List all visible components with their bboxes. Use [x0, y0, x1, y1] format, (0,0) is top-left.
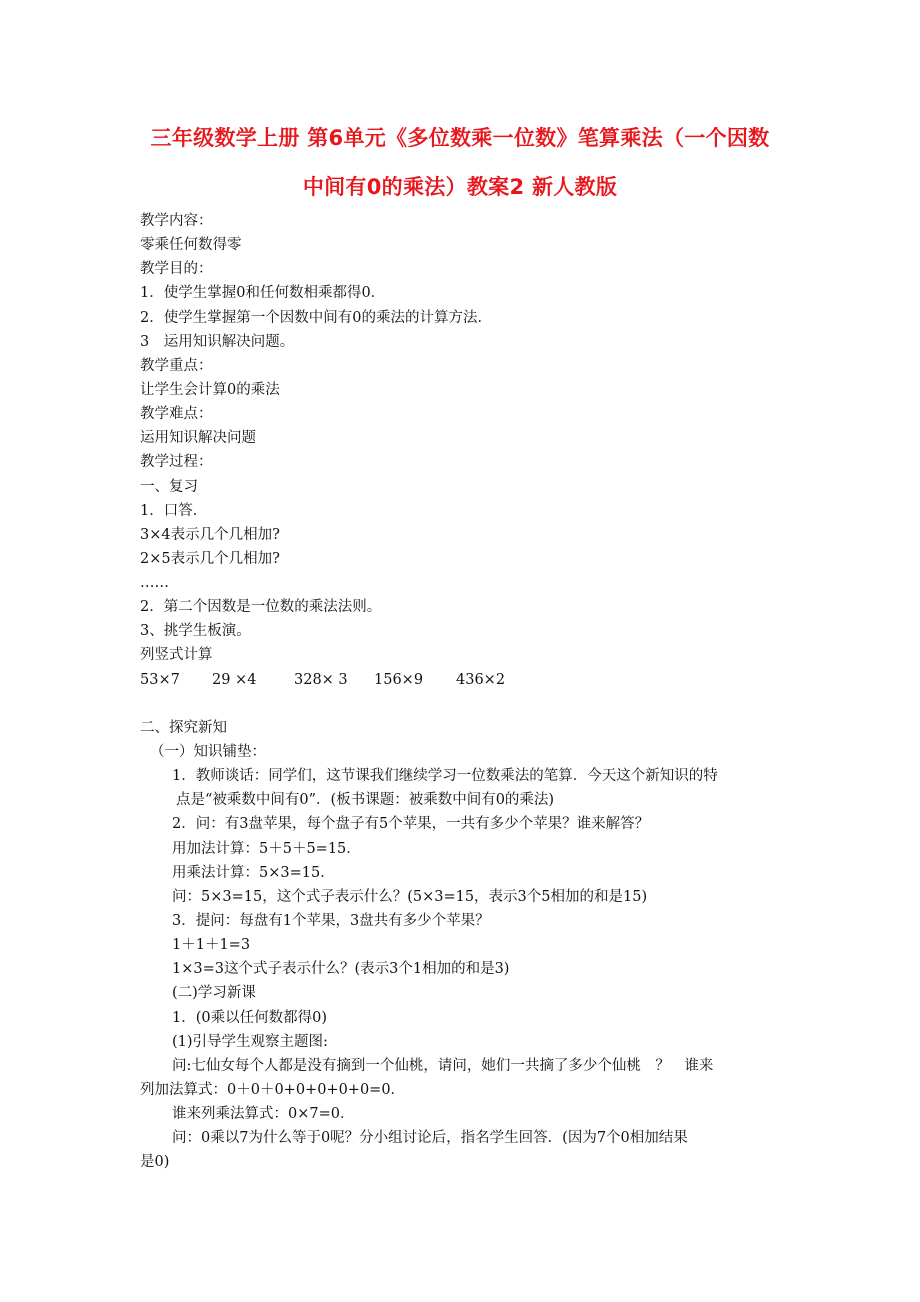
text-line: ……: [140, 575, 169, 591]
text-line: 教学过程：: [140, 454, 213, 470]
text-line: 教学目的：: [140, 261, 213, 277]
text-line: 谁来列乘法算式：0×7=0．: [172, 1106, 355, 1122]
text-line: 教学重点：: [140, 358, 213, 374]
text-line: (1)引导学生观察主题图:: [172, 1034, 328, 1050]
calculation-item: 436×2: [456, 672, 506, 688]
text-line: 用加法计算：5＋5＋5=15．: [172, 841, 361, 857]
text-line: 3×4表示几个几相加?: [140, 527, 280, 543]
text-line: 用乘法计算：5×3=15．: [172, 865, 335, 881]
section-heading: (二)学习新课: [172, 985, 256, 1001]
text-line: 是0): [140, 1154, 170, 1170]
calculation-item: 29 ×4: [212, 672, 257, 688]
text-line: 3．提问：每盘有1个苹果，3盘共有多少个苹果？: [172, 913, 490, 929]
calculation-item: 328× 3: [294, 672, 348, 688]
text-line: （一）知识铺垫：: [150, 744, 266, 760]
text-line: 运用知识解决问题: [140, 430, 256, 446]
text-line: 1．口答．: [140, 503, 208, 519]
text-line: 2×5表示几个几相加?: [140, 551, 280, 567]
text-line: 3、挑学生板演。: [140, 623, 251, 639]
text-line: 2．第二个因数是一位数的乘法法则。: [140, 599, 382, 615]
text-line: 列竖式计算: [140, 647, 213, 663]
text-line: 教学内容：: [140, 213, 213, 229]
text-line: 零乘任何数得零: [140, 237, 242, 253]
text-line: 一、复习: [140, 479, 198, 495]
text-line: 2．使学生掌握第一个因数中间有0的乘法的计算方法．: [140, 310, 492, 326]
text-line: 问：0乘以7为什么等于0呢？分小组讨论后，指名学生回答．(因为7个0相加结果: [172, 1130, 688, 1146]
document-title-line-1: 三年级数学上册 第6单元《多位数乘一位数》笔算乘法（一个因数: [150, 126, 770, 150]
text-line: 问:七仙女每个人都是没有摘到一个仙桃，请问，她们一共摘了多少个仙桃 ？ 谁来: [172, 1058, 714, 1074]
text-line: 1．使学生掌握0和任何数相乘都得0．: [140, 285, 386, 301]
section-heading: 二、探究新知: [140, 720, 227, 736]
text-line: 点是“被乘数中间有0”．(板书课题：被乘数中间有0的乘法): [176, 792, 555, 808]
text-line: 教学难点：: [140, 406, 213, 422]
text-line: 3 运用知识解决问题。: [140, 334, 295, 350]
text-line: 列加法算式：0＋0＋0+0+0+0+0=0．: [140, 1082, 406, 1098]
document-title-line-2: 中间有0的乘法）教案2 新人教版: [302, 175, 618, 199]
text-line: 1＋1＋1=3: [172, 937, 251, 953]
text-line: 2．问：有3盘苹果，每个盘子有5个苹果，一共有多少个苹果？谁来解答？: [172, 816, 650, 832]
text-line: 1×3=3这个式子表示什么？(表示3个1相加的和是3): [172, 961, 510, 977]
text-line: 1．(0乘以任何数都得0): [172, 1010, 327, 1026]
calculation-item: 53×7: [140, 672, 180, 688]
text-line: 问：5×3=15，这个式子表示什么？(5×3=15，表示3个5相加的和是15): [172, 889, 648, 905]
text-line: 1．教师谈话：同学们，这节课我们继续学习一位数乘法的笔算．今天这个新知识的特: [172, 768, 718, 784]
calculation-item: 156×9: [374, 672, 424, 688]
text-line: 让学生会计算0的乘法: [140, 382, 280, 398]
